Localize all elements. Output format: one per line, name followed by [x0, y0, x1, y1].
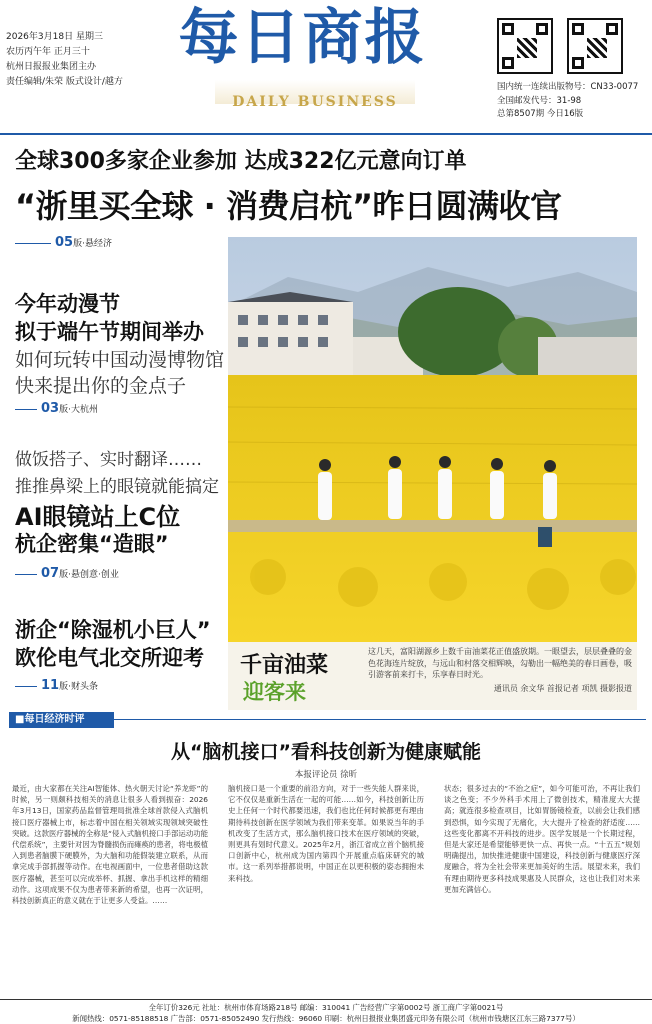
section-number: 03	[41, 401, 60, 416]
photo-credit: 通讯员 余文华 首报记者 项凯 摄影报道	[493, 683, 632, 693]
section-label: 版·大杭州	[59, 405, 98, 415]
editorial-section-tag: ■每日经济时评	[9, 712, 114, 728]
story2-section-ref	[15, 566, 119, 581]
section-label: 版·悬经济	[73, 239, 112, 249]
story3-title-line1[interactable]: 浙企“除湿机小巨人”	[15, 618, 211, 642]
editorial-title[interactable]: 从“脑机接口”看科技创新为健康赋能	[171, 741, 481, 763]
lead-subheadline: 全球300多家企业参加 达成322亿元意向订单	[15, 149, 467, 174]
editorial-author: 本报评论员 徐昕	[294, 770, 358, 780]
editorial-column-1: 最近，由大家都在关注AI智能体、热火朝天讨论“养龙虾”的时候，另一则颇科技相关的消息让很多人看到振奋：2026年3月13日，国家药品监督管理局批准全球首款侵入式脑机接口医疗器械上市，标志着中国在相关领域实现领域突破性突破。这款医疗器械的全称是“侵入式脑机接口手部运动功能代偿系统”，主要针对因为脊髓损伤而瘫痪的患者，将电极植入到患者脑膜下硬膜外，为大脑和功能假装建立联系，从而拿完成手部抓握等动作。在电视画面中，一位患者借助这款医疗器械，甚至可以完成举杯、抓握、拿出手机这样的精细动作。这项成果不仅为患者带来新的希望，也再一次证明，科技创新真正的意义就在于让更多人受益。……	[12, 784, 208, 906]
story2-title-line1[interactable]: AI眼镜站上C位	[15, 503, 181, 531]
footer-rule	[0, 999, 652, 1000]
issue-date: 2026年3月18日 星期三	[6, 32, 103, 42]
photo-caption-subtitle: 迎客来	[243, 680, 306, 704]
photo-caption-title: 千亩油菜	[240, 653, 329, 678]
masthead-english: DAILY BUSINESS	[232, 94, 398, 110]
qr-code-icon[interactable]	[567, 18, 623, 74]
section-number: 07	[41, 566, 60, 581]
caption-body: 这几天，富阳湖源乡上数千亩油菜花正值盛放期。一眼望去，层层叠叠的金色花海连片绽放，与远山和村落交相辉映，勾勒出一幅绝美的春日画卷，吸引游客前来打卡，乐享春日时光。	[368, 647, 632, 679]
issue-number-line: 总第8507期 今日16版	[497, 109, 584, 119]
section-number: 05	[55, 235, 74, 250]
story1-subtitle-line2: 快来提出你的金点子	[15, 375, 187, 397]
editorial-rule	[114, 719, 646, 720]
story1-title-line1[interactable]: 今年动漫节	[15, 292, 120, 316]
section-number: 11	[41, 678, 60, 693]
rapeseed-field-photo[interactable]	[228, 237, 637, 642]
section-label: 版·悬创意·创业	[59, 570, 119, 580]
story1-subtitle-line1: 如何玩转中国动漫博物馆	[15, 349, 225, 371]
editorial-column-3: 状态；很多过去的“不治之症”，如今可能可治，不再让我们谈之色变；不少外科手术用上了微创技术，精准度大大提高；就连很多检查项目，比如胃肠镜检查，以前会让我们感到恐惧，如今实现了无痛化，大大提升了检查的舒适度……这些变化都离不开科技的进步。医学发展是一个长期过程，但是大家还是希望能够更快一点、再快一点。“十五五”规划明确提出，加快推进健康中国建设，科技创新与健康医疗深度融合，将为全社会带来更加美好的生活。展望未来，我们有理由期待更多科技成果惠及人民群众，这也让我们对未来更加充满信心。	[444, 784, 640, 894]
story1-section-ref	[15, 401, 98, 416]
footer-line1: 全年订价326元 社址：杭州市体育场路218号 邮编：310041 广告经营广字第0002号 浙工商广字第0021号	[148, 1003, 504, 1012]
section-label: 版·财头条	[59, 682, 98, 692]
story3-section-ref	[15, 678, 98, 693]
photo-caption-text	[368, 646, 632, 694]
masthead-title: 每日商报	[178, 3, 427, 73]
footer-line2: 新闻热线：0571-85188518 广告部：0571-85052490 发行热线：96060 印刷：杭州日报报业集团盛元印务有限公司（杭州市钱塘区江东三路7377号）	[72, 1014, 580, 1023]
story2-title-line2[interactable]: 杭企密集“造眼”	[15, 532, 169, 556]
lead-section-ref	[15, 235, 112, 250]
publisher: 杭州日报报业集团主办	[6, 62, 97, 72]
header-rule	[0, 133, 652, 135]
lunar-date: 农历丙午年 正月三十	[6, 47, 90, 57]
editor-credits: 责任编辑/朱荣 版式设计/越方	[6, 77, 123, 87]
lead-headline[interactable]: “浙里买全球 · 消费启杭”昨日圆满收官	[15, 187, 562, 225]
story1-title-line2[interactable]: 拟于端午节期间举办	[15, 320, 204, 344]
issn-line: 国内统一连续出版物号：CN33-0077	[497, 82, 639, 92]
photo-illustration	[228, 237, 637, 642]
qr-code-icon[interactable]	[497, 18, 553, 74]
story3-title-line2[interactable]: 欧伦电气北交所迎考	[15, 646, 204, 670]
postal-code-line: 全国邮发代号：31-98	[497, 96, 582, 106]
story2-pretitle-line2: 推推鼻梁上的眼镜就能搞定	[15, 477, 219, 497]
story2-pretitle-line1: 做饭搭子、实时翻译……	[15, 450, 202, 470]
editorial-column-2: 脑机接口是一个重要的前沿方向，对于一些失能人群来说，它不仅仅是重新生活在一起的可能……如今，科技创新让历史上任何一个时代都要迅速，我们也比任何时候都更有理由期待科技创新在医学领域为我们带来变革。如果说当年的手机改变了生活方式，那么脑机接口技术在医疗领域的突破，则更具有划时代意义。2025年2月，浙江省成立首个脑机接口创新中心，杭州成为国内第四个开展重点临床研究的城市。这一系列举措都说明，中国正在以更积极的姿态拥抱未来科技。	[228, 784, 424, 883]
